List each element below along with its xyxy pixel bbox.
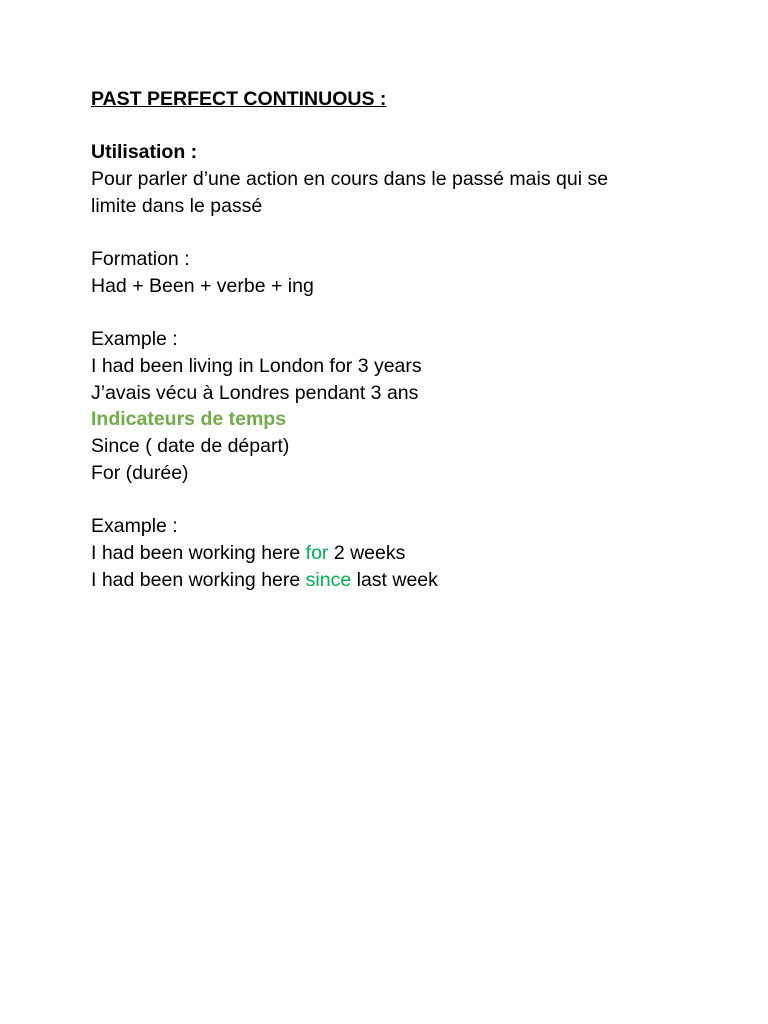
example-2-sentence-2-before: I had been working here <box>91 568 306 591</box>
example-2-sentence-1-before: I had been working here <box>91 541 306 564</box>
keyword-for: for <box>305 541 329 564</box>
example-2-heading: Example : <box>91 515 178 538</box>
example-1-sentence-en: I had been living in London for 3 years <box>91 354 422 377</box>
indicator-for: For (durée) <box>91 461 189 484</box>
example-1-sentence-fr: J’avais vécu à Londres pendant 3 ans <box>91 381 419 404</box>
example-2-sentence-1 <box>91 540 691 567</box>
keyword-since: since <box>305 568 352 591</box>
document-body <box>91 86 691 593</box>
blank-line <box>91 113 691 140</box>
usage-heading: Utilisation : <box>91 141 198 164</box>
example-2-sentence-2-after: last week <box>351 568 438 591</box>
indicator-since: Since ( date de départ) <box>91 435 290 458</box>
usage-text-line-1: Pour parler d’une action en cours dans le passé mais qui se <box>91 168 609 191</box>
document-title: PAST PERFECT CONTINUOUS : <box>91 88 387 110</box>
example-2-sentence-2 <box>91 567 691 594</box>
usage-text-line-2: limite dans le passé <box>91 194 263 217</box>
formation-heading: Formation : <box>91 248 190 271</box>
example-2-sentence-1-after: 2 weeks <box>328 541 406 564</box>
example-1-heading: Example : <box>91 328 178 351</box>
formation-formula: Had + Been + verbe + ing <box>91 274 314 297</box>
indicators-heading: Indicateurs de temps <box>91 408 287 431</box>
blank-line <box>91 220 691 247</box>
blank-line <box>91 300 691 327</box>
blank-line <box>91 487 691 514</box>
